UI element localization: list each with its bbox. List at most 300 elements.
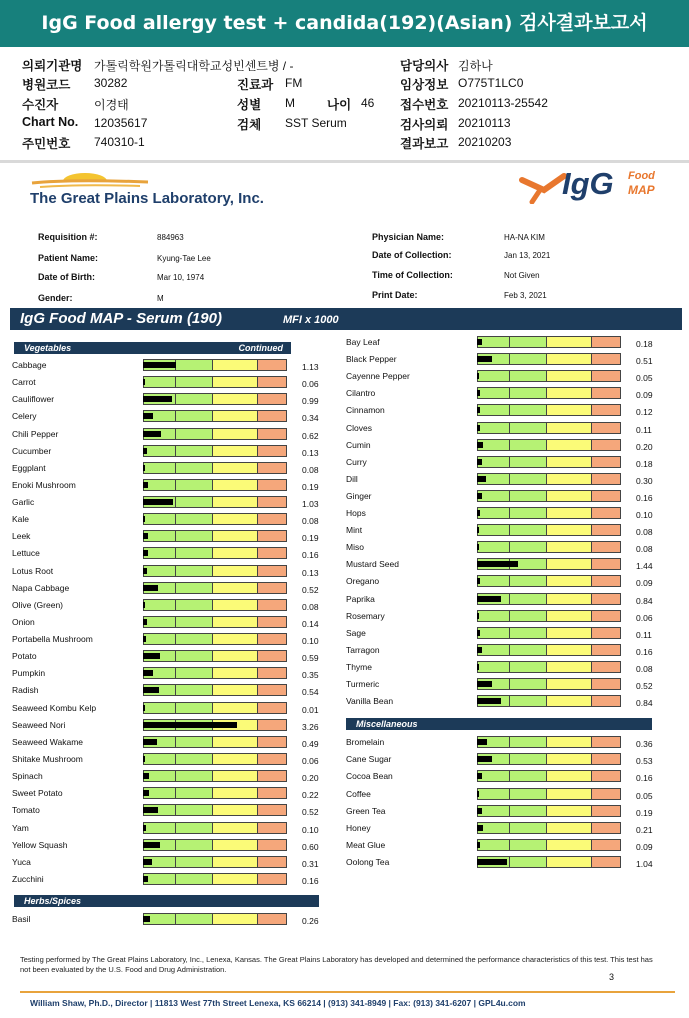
result-row <box>346 661 666 675</box>
divider <box>0 160 689 163</box>
result-value: 0.54 <box>302 687 319 697</box>
food-name: Paprika <box>346 594 375 604</box>
result-bar-fill <box>477 356 492 362</box>
result-value: 0.62 <box>302 431 319 441</box>
result-bar-fill <box>143 916 150 922</box>
result-bar-fill <box>477 561 518 567</box>
scale-segment <box>175 547 213 559</box>
result-value: 0.52 <box>302 807 319 817</box>
result-value: 0.36 <box>636 739 653 749</box>
patient-field-value: Jan 13, 2021 <box>504 251 551 260</box>
result-value: 0.49 <box>302 739 319 749</box>
result-value: 0.06 <box>636 613 653 623</box>
result-row <box>346 610 666 624</box>
result-value: 0.05 <box>636 791 653 801</box>
scale-segment <box>257 462 287 474</box>
result-bar <box>143 633 287 645</box>
scale-segment <box>477 610 510 622</box>
result-bar-fill <box>477 647 482 653</box>
scale-segment <box>591 644 621 656</box>
result-bar <box>477 541 621 553</box>
scale-segment <box>175 479 213 491</box>
result-bar <box>477 404 621 416</box>
result-value: 1.04 <box>636 859 653 869</box>
result-bar <box>143 616 287 628</box>
food-name: Zucchini <box>12 874 44 884</box>
food-name: Cinnamon <box>346 405 385 415</box>
scale-segment <box>175 804 213 816</box>
result-row <box>12 410 332 424</box>
scale-segment <box>591 575 621 587</box>
scale-segment <box>477 422 510 434</box>
scale-segment <box>546 695 592 707</box>
scale-segment <box>212 513 258 525</box>
result-row <box>346 507 666 521</box>
result-bar <box>143 839 287 851</box>
scale-segment <box>212 599 258 611</box>
scale-segment <box>175 496 213 508</box>
food-name: Carrot <box>12 377 36 387</box>
scale-segment <box>257 822 287 834</box>
food-name: Yam <box>12 823 29 833</box>
result-bar-fill <box>477 510 480 516</box>
scale-segment <box>212 839 258 851</box>
result-bar <box>477 805 621 817</box>
result-bar-fill <box>477 339 482 345</box>
food-name: Leek <box>12 531 31 541</box>
scale-segment <box>212 684 258 696</box>
scale-segment <box>477 627 510 639</box>
scale-segment <box>546 736 592 748</box>
scale-segment <box>143 702 176 714</box>
result-bar <box>143 599 287 611</box>
food-name: Lettuce <box>12 548 40 558</box>
scale-segment <box>212 479 258 491</box>
report-field-value: 20210113-25542 <box>458 96 548 110</box>
scale-segment <box>175 530 213 542</box>
result-value: 0.59 <box>302 653 319 663</box>
result-row <box>12 565 332 579</box>
result-value: 0.20 <box>636 442 653 452</box>
scale-segment <box>143 616 176 628</box>
report-field-value: 20210113 <box>458 116 511 130</box>
food-name: Thyme <box>346 662 372 672</box>
result-bar <box>143 770 287 782</box>
report-field-value: 이경태 <box>94 98 129 112</box>
report-field-value: 가톨릭학원가톨릭대학교성빈센트병 / - <box>94 59 294 73</box>
result-bar <box>477 856 621 868</box>
scale-segment <box>591 558 621 570</box>
result-bar <box>477 736 621 748</box>
scale-segment <box>509 610 547 622</box>
report-field-label: Chart No. <box>22 115 79 129</box>
scale-segment <box>591 678 621 690</box>
result-bar-fill <box>143 636 146 642</box>
report-field-label: 수진자 <box>22 98 59 112</box>
result-bar <box>477 507 621 519</box>
result-row <box>346 805 666 819</box>
scale-segment <box>591 541 621 553</box>
scale-segment <box>477 541 510 553</box>
scale-segment <box>175 359 213 371</box>
result-value: 0.09 <box>636 578 653 588</box>
result-row <box>346 353 666 367</box>
result-value: 0.08 <box>302 516 319 526</box>
result-value: 0.60 <box>302 842 319 852</box>
result-bar <box>477 753 621 765</box>
scale-segment <box>175 462 213 474</box>
result-bar-fill <box>143 842 160 848</box>
result-bar-fill <box>143 550 148 556</box>
result-value: 0.16 <box>636 773 653 783</box>
result-value: 0.10 <box>302 636 319 646</box>
scale-segment <box>509 661 547 673</box>
result-row <box>12 547 332 561</box>
scale-segment <box>175 565 213 577</box>
scale-segment <box>546 678 592 690</box>
scale-segment <box>257 530 287 542</box>
scale-segment <box>257 804 287 816</box>
result-bar-fill <box>143 807 158 813</box>
food-name: Spinach <box>12 771 43 781</box>
scale-segment <box>175 856 213 868</box>
food-name: Tomato <box>12 805 40 815</box>
result-bar <box>477 770 621 782</box>
scale-segment <box>509 822 547 834</box>
result-bar-fill <box>143 602 145 608</box>
scale-segment <box>546 770 592 782</box>
scale-segment <box>257 873 287 885</box>
result-bar <box>143 702 287 714</box>
result-bar <box>143 376 287 388</box>
report-field-value: SST Serum <box>285 116 347 130</box>
scale-segment <box>212 856 258 868</box>
patient-field-value: Mar 10, 1974 <box>157 273 205 282</box>
scale-segment <box>257 753 287 765</box>
result-value: 0.18 <box>636 459 653 469</box>
result-bar <box>477 439 621 451</box>
result-bar-fill <box>477 476 486 482</box>
result-row <box>346 788 666 802</box>
result-bar <box>477 558 621 570</box>
scale-segment <box>546 404 592 416</box>
scale-segment <box>546 387 592 399</box>
scale-segment <box>257 684 287 696</box>
result-bar <box>477 456 621 468</box>
scale-segment <box>257 633 287 645</box>
scale-segment <box>175 839 213 851</box>
scale-segment <box>546 336 592 348</box>
food-name: Seaweed Kombu Kelp <box>12 703 97 713</box>
result-bar-fill <box>143 533 148 539</box>
result-bar-fill <box>477 859 507 865</box>
food-name: Lotus Root <box>12 566 54 576</box>
result-bar <box>143 582 287 594</box>
result-bar <box>143 547 287 559</box>
scale-segment <box>257 359 287 371</box>
result-bar-fill <box>477 544 479 550</box>
result-value: 0.12 <box>636 407 653 417</box>
result-row <box>12 856 332 870</box>
result-row <box>12 479 332 493</box>
scale-segment <box>175 650 213 662</box>
result-bar-fill <box>143 465 145 471</box>
result-bar-fill <box>143 739 157 745</box>
food-name: Basil <box>12 914 31 924</box>
result-row <box>12 913 332 927</box>
result-row <box>346 627 666 641</box>
scale-segment <box>477 404 510 416</box>
scale-segment <box>143 376 176 388</box>
scale-segment <box>509 387 547 399</box>
scale-segment <box>175 582 213 594</box>
scale-segment <box>175 410 213 422</box>
scale-segment <box>257 719 287 731</box>
scale-segment <box>257 445 287 457</box>
food-name: Rosemary <box>346 611 385 621</box>
result-row <box>12 582 332 596</box>
result-value: 0.84 <box>636 698 653 708</box>
food-name: Oolong Tea <box>346 857 390 867</box>
result-row <box>346 575 666 589</box>
result-value: 0.52 <box>636 681 653 691</box>
result-row <box>12 684 332 698</box>
scale-segment <box>175 770 213 782</box>
food-name: Olive (Green) <box>12 600 64 610</box>
result-bar-fill <box>477 842 480 848</box>
report-field-label: 진료과 <box>237 78 274 92</box>
result-row <box>346 678 666 692</box>
result-value: 0.08 <box>302 602 319 612</box>
scale-segment <box>175 599 213 611</box>
scale-segment <box>509 370 547 382</box>
result-row <box>346 856 666 870</box>
scale-segment <box>212 770 258 782</box>
result-bar <box>143 684 287 696</box>
food-name: Pumpkin <box>12 668 46 678</box>
scale-segment <box>212 393 258 405</box>
report-field-label: 나이 <box>327 98 352 112</box>
scale-segment <box>212 702 258 714</box>
result-row <box>12 839 332 853</box>
result-bar-fill <box>477 527 479 533</box>
scale-segment <box>143 599 176 611</box>
scale-segment <box>509 593 547 605</box>
result-bar-fill <box>477 825 483 831</box>
result-row <box>12 530 332 544</box>
patient-field-label: Physician Name: <box>372 232 445 242</box>
result-value: 0.09 <box>636 390 653 400</box>
result-bar <box>143 667 287 679</box>
food-name: Yuca <box>12 857 31 867</box>
food-name: Cucumber <box>12 446 52 456</box>
scale-segment <box>257 770 287 782</box>
scale-segment <box>212 565 258 577</box>
result-bar <box>143 565 287 577</box>
scale-segment <box>477 839 510 851</box>
result-row <box>12 702 332 716</box>
result-bar-fill <box>143 705 145 711</box>
scale-segment <box>257 393 287 405</box>
scale-segment <box>257 410 287 422</box>
scale-segment <box>175 702 213 714</box>
result-row <box>346 839 666 853</box>
result-bar <box>143 462 287 474</box>
result-value: 0.14 <box>302 619 319 629</box>
result-bar-fill <box>477 664 479 670</box>
result-bar-fill <box>143 585 158 591</box>
result-row <box>346 387 666 401</box>
scale-segment <box>257 702 287 714</box>
result-bar-fill <box>143 825 146 831</box>
scale-segment <box>546 644 592 656</box>
result-bar-fill <box>143 379 145 385</box>
report-field-label: 검체 <box>237 118 262 132</box>
food-name: Mustard Seed <box>346 559 399 569</box>
result-value: 1.44 <box>636 561 653 571</box>
report-field-label: 의뢰기관명 <box>22 59 83 73</box>
scale-segment <box>257 582 287 594</box>
result-bar <box>477 387 621 399</box>
result-row <box>346 439 666 453</box>
scale-segment <box>212 445 258 457</box>
result-bar-fill <box>477 756 492 762</box>
result-bar-fill <box>477 425 480 431</box>
patient-field-value: Not Given <box>504 271 540 280</box>
scale-segment <box>591 770 621 782</box>
food-name: Celery <box>12 411 37 421</box>
result-value: 1.13 <box>302 362 319 372</box>
scale-segment <box>509 627 547 639</box>
scale-segment <box>175 736 213 748</box>
result-value: 0.34 <box>302 413 319 423</box>
result-bar <box>477 678 621 690</box>
result-bar <box>477 473 621 485</box>
result-row <box>12 393 332 407</box>
food-name: Dill <box>346 474 358 484</box>
footnote: Testing performed by The Great Plains Laboratory, Inc., Lenexa, Kansas. The Great Plains Laboratory has developed and determined the performance characteristics of this test. This test has not been evaluated by the U.S. Food and Drug Administration. <box>20 955 653 974</box>
result-value: 0.05 <box>636 373 653 383</box>
scale-segment <box>212 359 258 371</box>
result-row <box>346 541 666 555</box>
scale-segment <box>175 787 213 799</box>
food-name: Meat Glue <box>346 840 386 850</box>
scale-segment <box>212 650 258 662</box>
patient-field-value: M <box>157 294 164 303</box>
result-row <box>12 359 332 373</box>
scale-segment <box>212 804 258 816</box>
result-row <box>12 616 332 630</box>
scale-segment <box>546 822 592 834</box>
scale-segment <box>477 370 510 382</box>
footer-divider <box>20 991 675 993</box>
result-bar <box>477 353 621 365</box>
food-name: Bay Leaf <box>346 337 380 347</box>
patient-field-label: Patient Name: <box>38 253 99 263</box>
report-field-label: 주민번호 <box>22 137 71 151</box>
category-label: Vegetables <box>24 343 72 353</box>
scale-segment <box>591 661 621 673</box>
scale-segment <box>591 753 621 765</box>
food-name: Shitake Mushroom <box>12 754 83 764</box>
result-bar <box>143 513 287 525</box>
result-value: 0.16 <box>302 550 319 560</box>
scale-segment <box>509 456 547 468</box>
scale-segment <box>212 547 258 559</box>
scale-segment <box>212 410 258 422</box>
food-name: Seaweed Nori <box>12 720 66 730</box>
result-value: 0.13 <box>302 568 319 578</box>
result-bar <box>477 644 621 656</box>
food-name: Sage <box>346 628 366 638</box>
result-bar-fill <box>143 499 173 505</box>
scale-segment <box>509 336 547 348</box>
section-bar <box>10 308 682 330</box>
result-value: 0.11 <box>636 630 652 640</box>
scale-segment <box>257 565 287 577</box>
lab-name: The Great Plains Laboratory, Inc. <box>30 190 264 207</box>
result-value: 0.22 <box>302 790 319 800</box>
result-bar <box>143 428 287 440</box>
result-value: 0.08 <box>636 544 653 554</box>
result-value: 0.19 <box>302 482 319 492</box>
scale-segment <box>591 370 621 382</box>
result-value: 0.16 <box>636 493 653 503</box>
result-value: 0.09 <box>636 842 653 852</box>
result-row <box>346 593 666 607</box>
result-value: 0.08 <box>302 465 319 475</box>
scale-segment <box>175 376 213 388</box>
food-name: Cilantro <box>346 388 376 398</box>
result-bar <box>143 753 287 765</box>
result-bar-fill <box>477 459 482 465</box>
result-bar <box>143 787 287 799</box>
igg-food-map-logo <box>518 166 668 206</box>
scale-segment <box>509 736 547 748</box>
food-name: Garlic <box>12 497 35 507</box>
food-name: Miso <box>346 542 364 552</box>
scale-segment <box>591 387 621 399</box>
food-name: Sweet Potato <box>12 788 63 798</box>
food-name: Honey <box>346 823 371 833</box>
scale-segment <box>546 541 592 553</box>
scale-segment <box>546 422 592 434</box>
result-row <box>12 822 332 836</box>
result-row <box>12 599 332 613</box>
scale-segment <box>546 524 592 536</box>
result-row <box>346 822 666 836</box>
food-name: Cayenne Pepper <box>346 371 410 381</box>
scale-segment <box>509 695 547 707</box>
result-bar-fill <box>143 413 153 419</box>
result-value: 0.11 <box>636 425 652 435</box>
scale-segment <box>546 507 592 519</box>
scale-segment <box>212 822 258 834</box>
scale-segment <box>591 473 621 485</box>
result-bar <box>143 410 287 422</box>
scale-segment <box>143 513 176 525</box>
food-name: Cane Sugar <box>346 754 392 764</box>
result-value: 0.20 <box>302 773 319 783</box>
result-bar <box>143 804 287 816</box>
result-row <box>346 524 666 538</box>
scale-segment <box>212 667 258 679</box>
result-bar <box>477 695 621 707</box>
patient-field-value: HA-NA KIM <box>504 233 545 242</box>
scale-segment <box>509 507 547 519</box>
result-bar <box>143 719 287 731</box>
scale-segment <box>477 387 510 399</box>
